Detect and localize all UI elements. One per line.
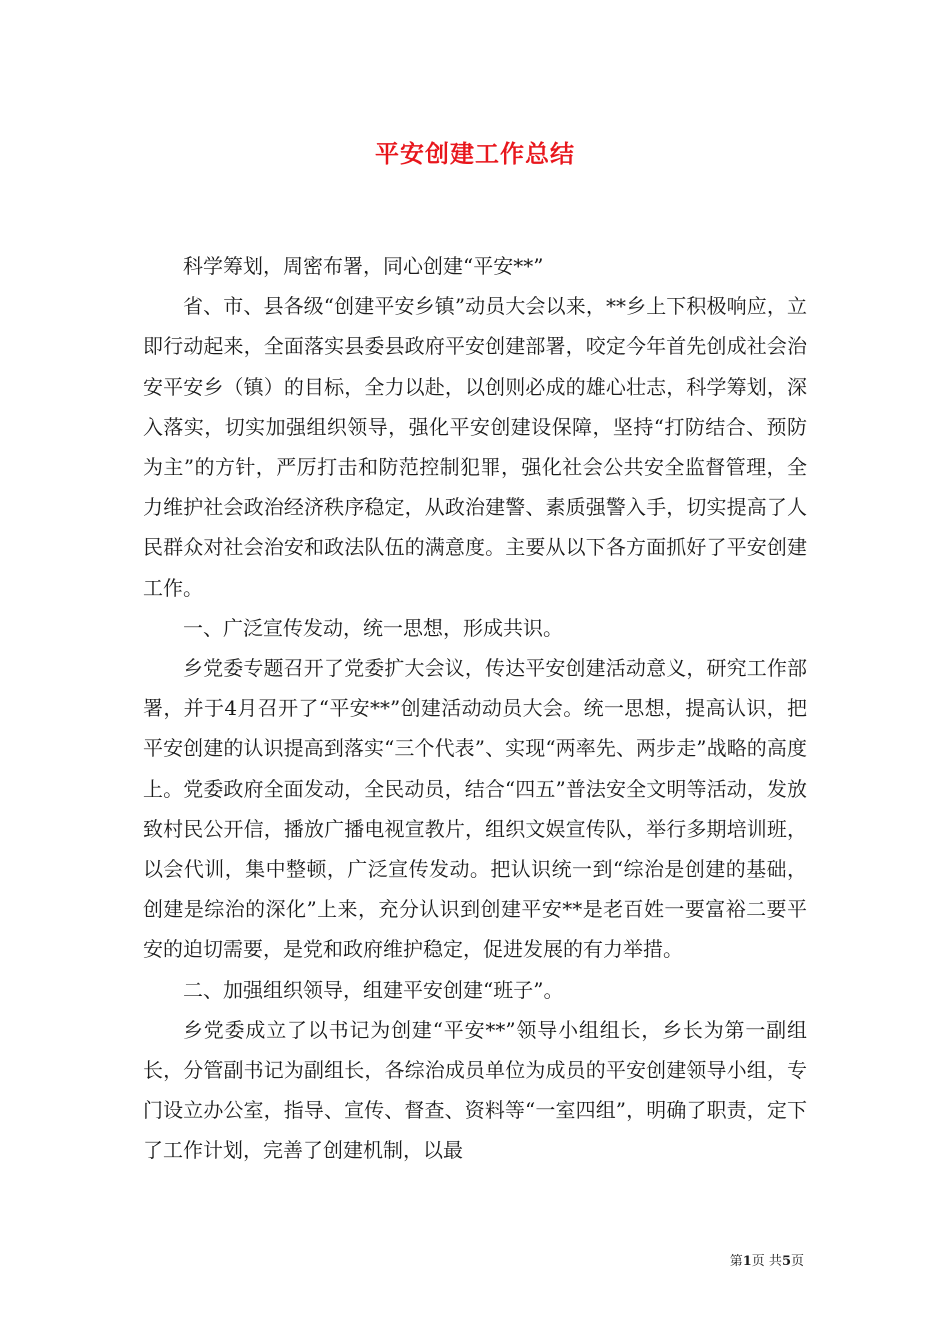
document-body — [143, 246, 807, 1171]
footer-prefix: 第 — [729, 1254, 743, 1269]
footer-suffix: 页 — [790, 1254, 804, 1269]
section-heading-2: 二、加强组织领导，组建平安创建“班子”。 — [183, 977, 564, 1002]
footer-middle: 页 共 — [751, 1254, 782, 1269]
paragraph-section-2: 乡党委成立了以书记为创建“平安**”领导小组组长，乡长为第一副组长，分管副书记为副组长，各综治成员单位为成员的平安创建领导小组，专门设立办公室，指导、宣传、督查、资料等“一室四组”，明确了职责，定下了工作计划，完善了创建机制，以最 — [143, 1017, 807, 1163]
section-heading-1: 一、广泛宣传发动，统一思想，形成共识。 — [183, 615, 563, 640]
document-title: 平安创建工作总结 — [375, 140, 575, 168]
paragraph-subtitle: 科学筹划，周密布署，同心创建“平安**” — [183, 254, 544, 278]
paragraph-section-1: 乡党委专题召开了党委扩大会议，传达平安创建活动意义，研究工作部署，并于4月召开了“平安**”创建活动动员大会。统一思想，提高认识，把平安创建的认识提高到落实“三个代表”、实现“两率先、两步走”战略的高度上。党委政府全面发动，全民动员，结合“四五”普法安全文明等活动，发放致村民公开信，播放广播电视宣教片，组织文娱宣传队，举行多期培训班，以会代训，集中整顿，广泛宣传发动。把认识统一到“综治是创建的基础，创建是综治的深化”上来，充分认识到创建平安**是老百姓一要富裕二要平安的迫切需要，是党和政府维护稳定，促进发展的有力举措。 — [143, 656, 807, 962]
page-number-footer — [730, 1250, 804, 1269]
footer-total-pages: 5 — [781, 1254, 791, 1269]
paragraph-intro: 省、市、县各级“创建平安乡镇”动员大会以来，**乡上下积极响应，立即行动起来，全面落实县委县政府平安创建部署，咬定今年首先创成社会治安平安乡（镇）的目标，全力以赴，以创则必成的雄心壮志，科学筹划，深入落实，切实加强组织领导，强化平安创建设保障，坚持“打防结合、预防为主”的方针，严厉打击和防范控制犯罪，强化社会公共安全监督管理，全力维护社会政治经济秩序稳定，从政治建警、素质强警入手，切实提高了人民群众对社会治安和政法队伍的满意度。主要从以下各方面抓好了平安创建工作。 — [143, 294, 807, 600]
footer-current-page: 1 — [742, 1254, 752, 1269]
